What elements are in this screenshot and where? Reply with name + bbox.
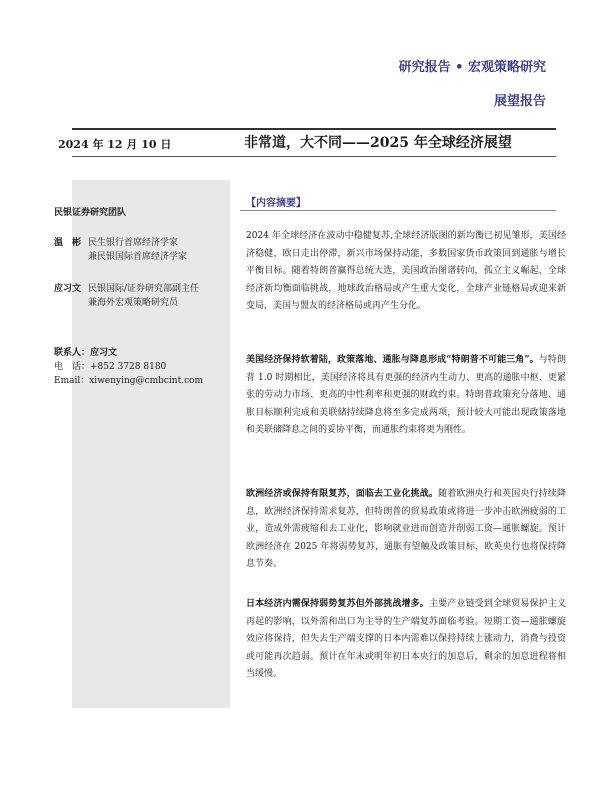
- summary-rule: [240, 210, 556, 211]
- analyst-roles: [88, 236, 228, 264]
- contact-email: [54, 374, 203, 388]
- report-category: 研究报告 • 宏观策略研究: [398, 60, 546, 75]
- analyst-role: 兼民银国际首席经济学家: [88, 252, 188, 262]
- section-lead: 日本经济内需保持弱势复苏但外部挑战增多。: [246, 599, 429, 609]
- report-subcategory: 展望报告: [493, 94, 546, 109]
- report-title: 非常道，大不同——2025 年全球经济展望: [244, 135, 512, 151]
- contact-person-label: 联系人：: [54, 348, 91, 358]
- analyst-name: 温 彬: [54, 238, 82, 248]
- contact-phone-value: +852 3728 8180: [90, 362, 167, 372]
- title-bottom-rule: [72, 156, 556, 157]
- contact-email-link[interactable]: xiwenying@cmbcint.com: [89, 376, 204, 386]
- section-body: 随着欧洲央行和英国央行持续降息，欧洲经济保持需求复苏，但特朗普的贸易政策或将进一步冲击欧洲疲弱的工业，造成外需疲缩和去工业化，影响就业进而创造并削弱工资—通胀螺旋。预计欧洲经济在 2025 年将弱势复苏，通胀有望触及政策目标，欧英央行也将保持降息节奏。: [246, 489, 566, 569]
- title-top-rule: [72, 128, 556, 130]
- analyst-entry: [54, 282, 228, 310]
- section-body: 主要产业链受到全球贸易保护主义再起的影响，以外需和出口为主导的生产端复苏面临考验。短期工资—通胀螺旋效应将保持，但失去生产端支撑的日本内需难以保持持续上涨动力，消费与投资或可能再次趋弱。预计在年末或明年初日本央行的加息后，剩余的加息进程将相当缓慢。: [246, 599, 566, 679]
- contact-email-label: Email：: [54, 376, 90, 386]
- section-lead: 美国经济保持软着陆，政策落地、通胀与降息形成“特朗普不可能三角”。: [246, 355, 539, 365]
- contact-person-name: 应习文: [90, 348, 118, 358]
- summary-section-japan: [246, 596, 566, 684]
- analyst-roles: [88, 282, 228, 310]
- contact-phone-label: 电 话：: [54, 362, 91, 372]
- section-body: 与特朗普 1.0 时期相比，美国经济将具有更强的经济内生动力、更高的通胀中枢、更紧张的劳动力市场、更高的中性利率和更强的财政约束。特朗普政策充分落地、通胀目标顺利完成和美联储持续降息将至多完成两项，预计较大可能出现政策落地和美联储降息之间的妥协平衡，而通胀约束将更为刚性。: [246, 355, 566, 435]
- summary-section-us: [246, 352, 566, 440]
- analyst-entry: [54, 236, 228, 264]
- report-date: 2024 年 12 月 10 日: [58, 138, 172, 151]
- analyst-role: 兼海外宏观策略研究员: [88, 298, 179, 308]
- contact-person: [54, 346, 203, 360]
- contact-phone: [54, 360, 203, 374]
- summary-section-europe: [246, 486, 566, 574]
- section-lead: 欧洲经济或保持有限复苏，面临去工业化挑战。: [246, 489, 439, 499]
- summary-intro: 2024 年全球经济在波动中稳健复苏,全球经济版图的新均衡已初见雏形，美国经济稳健，欧日走出停滞，新兴市场保持动能，多数国家货币政策回到通胀与增长平衡目标。随着特朗普赢得总统大选，美国政治图谱转向，孤立主义崛起，全球经济新均衡面临挑战，地球政治格局或产生重大变化，全球产业链格局或迎来新变局，美国与盟友的经济格局或再产生分化。: [246, 231, 566, 311]
- contact-block: [54, 346, 203, 388]
- analyst-name: 应习文: [54, 284, 82, 294]
- analyst-role: 民银国际/证券研究部副主任: [88, 284, 200, 294]
- summary-heading: 【内容摘要】: [246, 198, 306, 209]
- analyst-role: 民生银行首席经济学家: [88, 238, 179, 248]
- team-heading: 民银证券研究团队: [54, 208, 127, 218]
